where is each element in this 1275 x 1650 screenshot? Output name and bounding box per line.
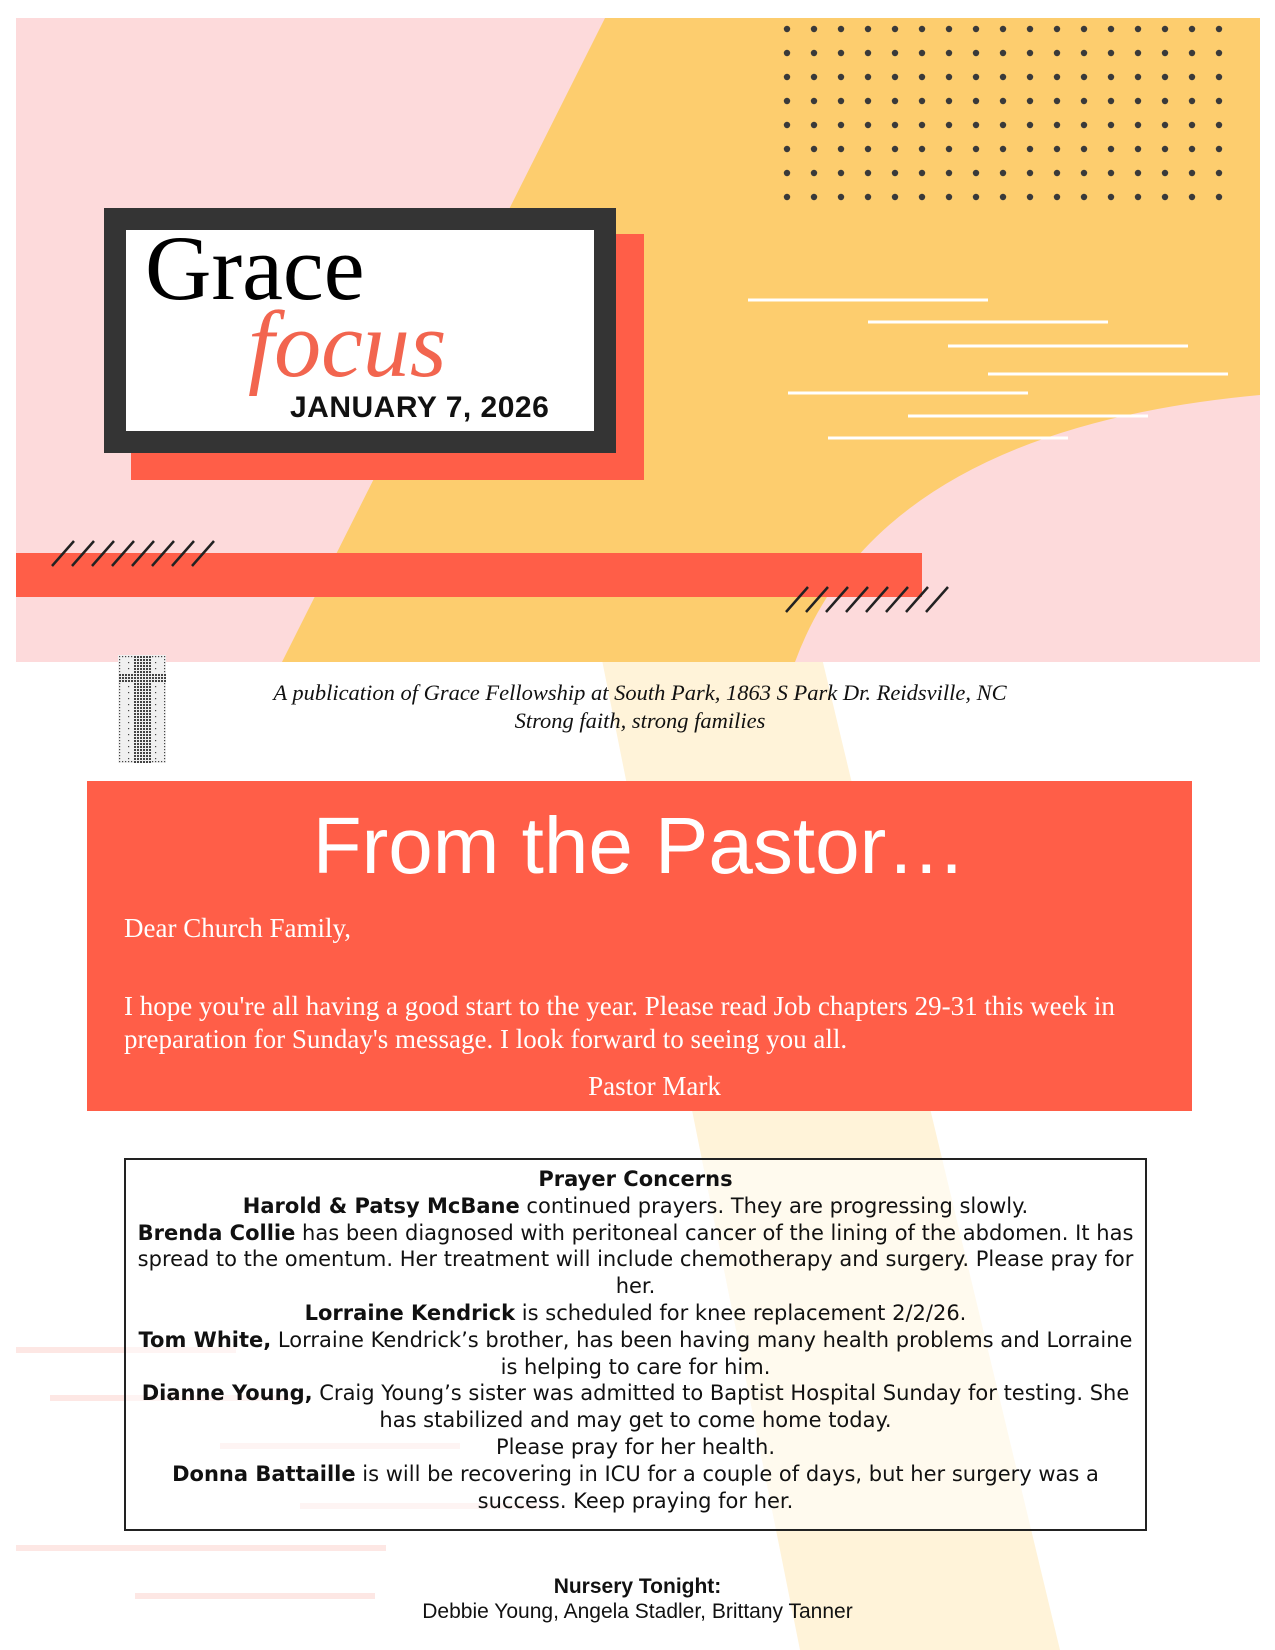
prayer-item-name: Brenda Collie (137, 1220, 296, 1245)
publication-tagline: Strong faith, strong families (514, 708, 766, 733)
masthead-title: Grace (145, 217, 365, 319)
prayer-item-name: Tom White, (138, 1327, 272, 1352)
prayer-item (130, 1193, 1141, 1220)
prayer-item (130, 1380, 1141, 1434)
prayer-item (130, 1434, 1141, 1461)
prayer-item-text: is scheduled for knee replacement 2/2/26. (515, 1300, 967, 1325)
prayer-item-name: Harold & Patsy McBane (242, 1193, 520, 1218)
publication-address: A publication of Grace Fellowship at South Park, 1863 S Park Dr. Reidsville, NC (273, 680, 1007, 705)
issue-date: JANUARY 7, 2026 (290, 391, 550, 424)
prayer-item (130, 1300, 1141, 1327)
nursery-volunteers: Debbie Young, Angela Stadler, Brittany Tanner (422, 1600, 853, 1623)
prayer-item-text: Craig Young’s sister was admitted to Baptist Hospital Sunday for testing. She has stabilized and may get to come home today. (312, 1381, 1130, 1433)
prayer-item (130, 1461, 1141, 1515)
prayer-item (130, 1327, 1141, 1381)
prayer-item-text: Please pray for her health. (496, 1434, 775, 1459)
publication-info (160, 679, 1120, 735)
pastor-signature: Pastor Mark (588, 1071, 721, 1101)
pastor-section-heading: From the Pastor… (312, 801, 967, 890)
coral-horizontal-bar (16, 553, 922, 597)
prayer-item-name: Donna Battaille (172, 1461, 356, 1486)
prayer-item-text: continued prayers. They are progressing slowly. (519, 1193, 1029, 1218)
pastor-greeting: Dear Church Family, (124, 913, 351, 943)
masthead-script-title: focus (248, 293, 447, 397)
nursery-title: Nursery Tonight: (553, 1575, 722, 1598)
prayer-item-name: Dianne Young, (141, 1381, 313, 1406)
prayer-item-text: Lorraine Kendrick’s brother, has been having many health problems and Lorraine is helping to care for him. (271, 1327, 1133, 1379)
prayer-item (130, 1220, 1141, 1300)
prayer-concerns-content (130, 1166, 1141, 1514)
prayer-item-text: has been diagnosed with peritoneal cancer of the lining of the abdomen. It has spread to the omentum. Her treatment will include chemotherapy and surgery. Please pray for her. (137, 1220, 1134, 1299)
prayer-concerns-title: Prayer Concerns (538, 1167, 733, 1191)
prayer-item-text: is will be recovering in ICU for a couple of days, but her surgery was a success. Keep praying for her. (355, 1461, 1099, 1513)
prayer-item-name: Lorraine Kendrick (304, 1300, 516, 1325)
pastor-message: I hope you're all having a good start to the year. Please read Job chapters 29-31 this week in preparation for Sunday's message. I look forward to seeing you all. (124, 991, 1115, 1054)
cross-logo-icon (118, 655, 166, 763)
